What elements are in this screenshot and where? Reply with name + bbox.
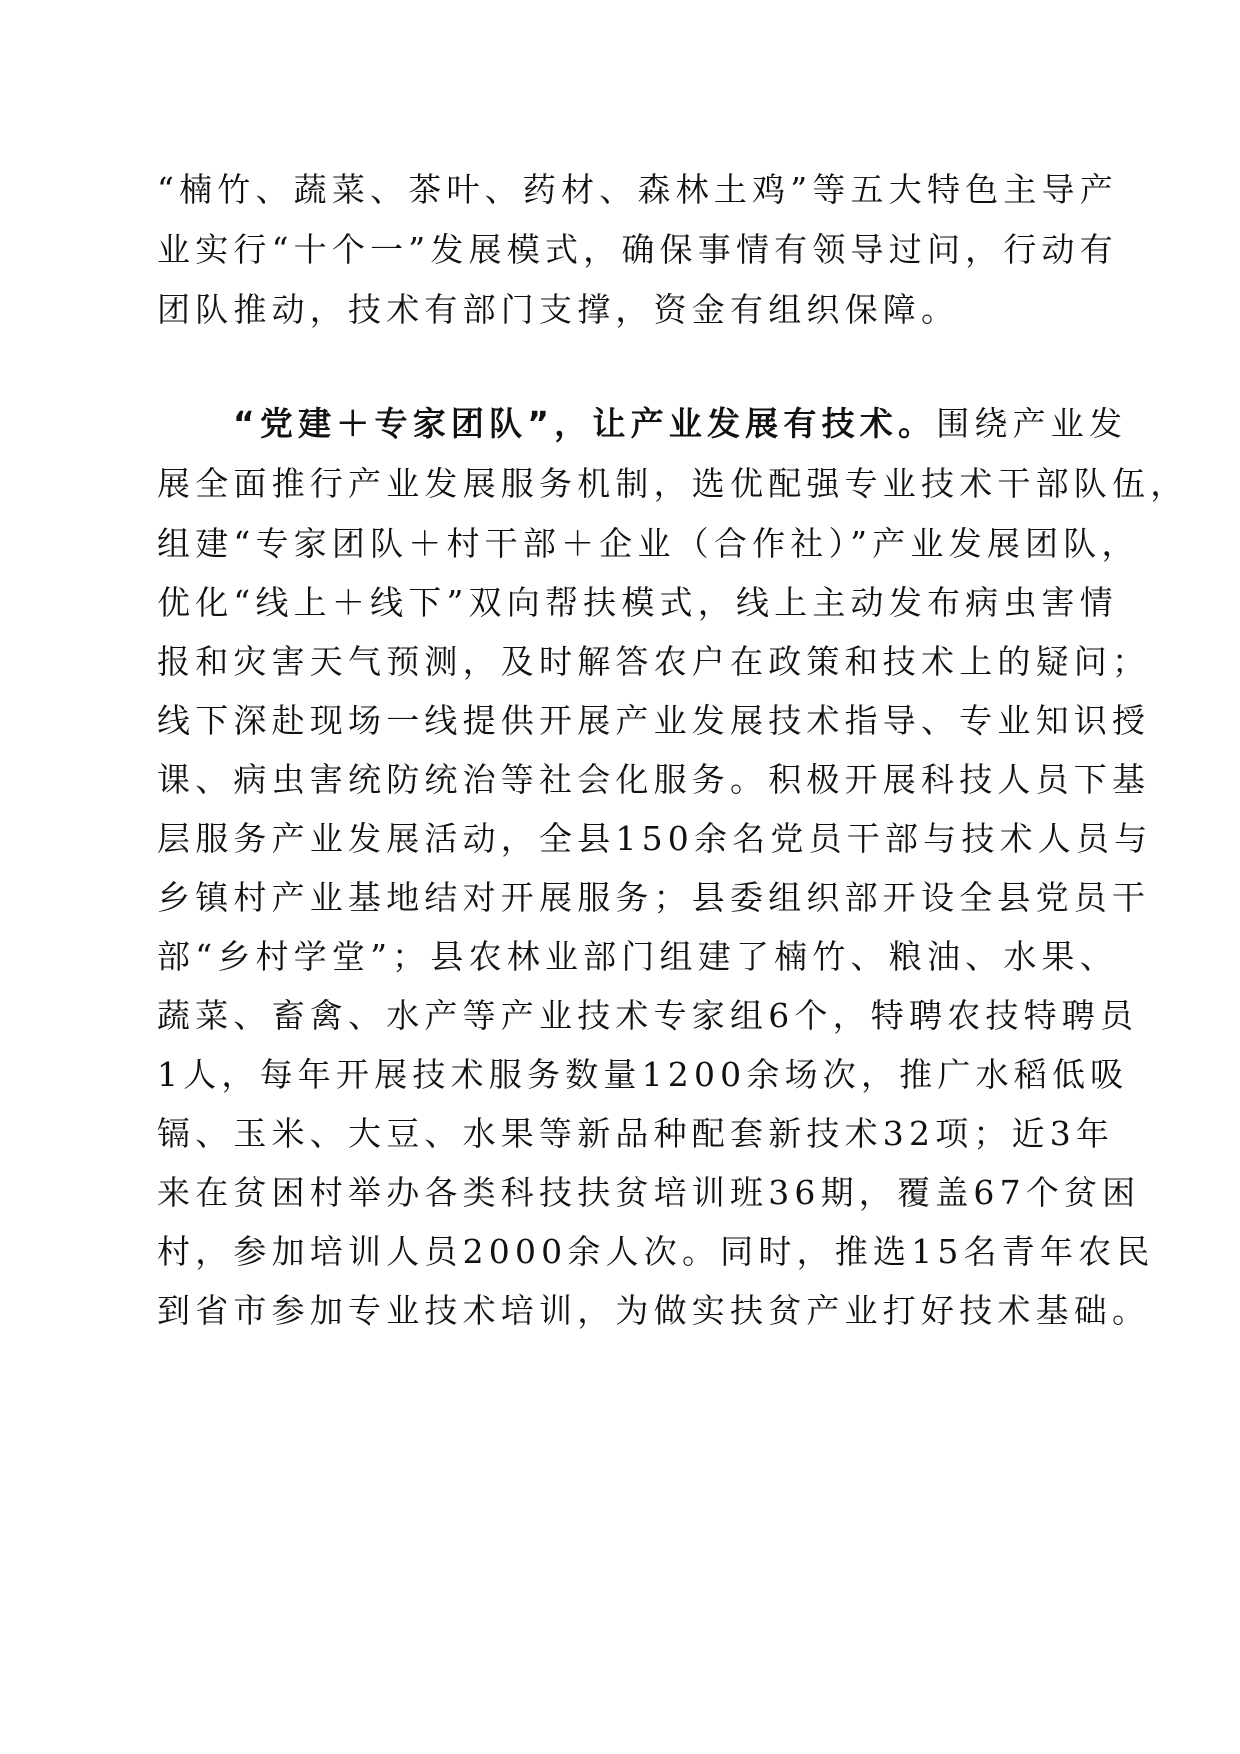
p1-line-1: “楠竹、蔬菜、茶叶、药材、森林土鸡”等五大特色主导产 bbox=[157, 170, 1118, 209]
p2-line-9: 乡镇村产业基地结对开展服务；县委组织部开设全县党员干 bbox=[157, 878, 1151, 917]
p2-line-2: 展全面推行产业发展服务机制，选优配强专业技术干部队伍， bbox=[157, 464, 1189, 503]
p2-line-1 bbox=[233, 402, 1128, 446]
p2-line-6: 线下深赴现场一线提供开展产业发展技术指导、专业知识授 bbox=[157, 701, 1151, 740]
p2-line-11: 蔬菜、畜禽、水产等产业技术专家组6个，特聘农技特聘员 bbox=[157, 996, 1139, 1035]
p2-line-7: 课、病虫害统防统治等社会化服务。积极开展科技人员下基 bbox=[157, 760, 1151, 799]
p2-line-16: 到省市参加专业技术培训，为做实扶贫产业打好技术基础。 bbox=[157, 1291, 1151, 1330]
p2-line-4: 优化“线上＋线下”双向帮扶模式，线上主动发布病虫害情 bbox=[157, 583, 1118, 622]
p2-line-5: 报和灾害天气预测，及时解答农户在政策和技术上的疑问； bbox=[157, 642, 1151, 681]
p2-first-line-rest: 围绕产业发 bbox=[936, 404, 1128, 443]
p2-line-13: 镉、玉米、大豆、水果等新品种配套新技术32项；近3年 bbox=[157, 1114, 1115, 1153]
p2-line-12: 1人，每年开展技术服务数量1200余场次，推广水稻低吸 bbox=[157, 1055, 1129, 1094]
p2-heading: “党建＋专家团队”，让产业发展有技术。 bbox=[233, 404, 937, 443]
p1-line-3: 团队推动，技术有部门支撑，资金有组织保障。 bbox=[157, 290, 960, 329]
p2-line-15: 村，参加培训人员2000余人次。同时，推选15名青年农民 bbox=[157, 1232, 1155, 1271]
p2-line-10: 部“乡村学堂”；县农林业部门组建了楠竹、粮油、水果、 bbox=[157, 937, 1118, 976]
p1-line-2: 业实行“十个一”发展模式，确保事情有领导过问，行动有 bbox=[157, 230, 1118, 269]
p2-line-3: 组建“专家团队＋村干部＋企业（合作社）”产业发展团队， bbox=[157, 524, 1140, 563]
p2-line-14: 来在贫困村举办各类科技扶贫培训班36期，覆盖67个贫困 bbox=[157, 1173, 1141, 1212]
p2-line-8: 层服务产业发展活动，全县150余名党员干部与技术人员与 bbox=[157, 819, 1153, 858]
